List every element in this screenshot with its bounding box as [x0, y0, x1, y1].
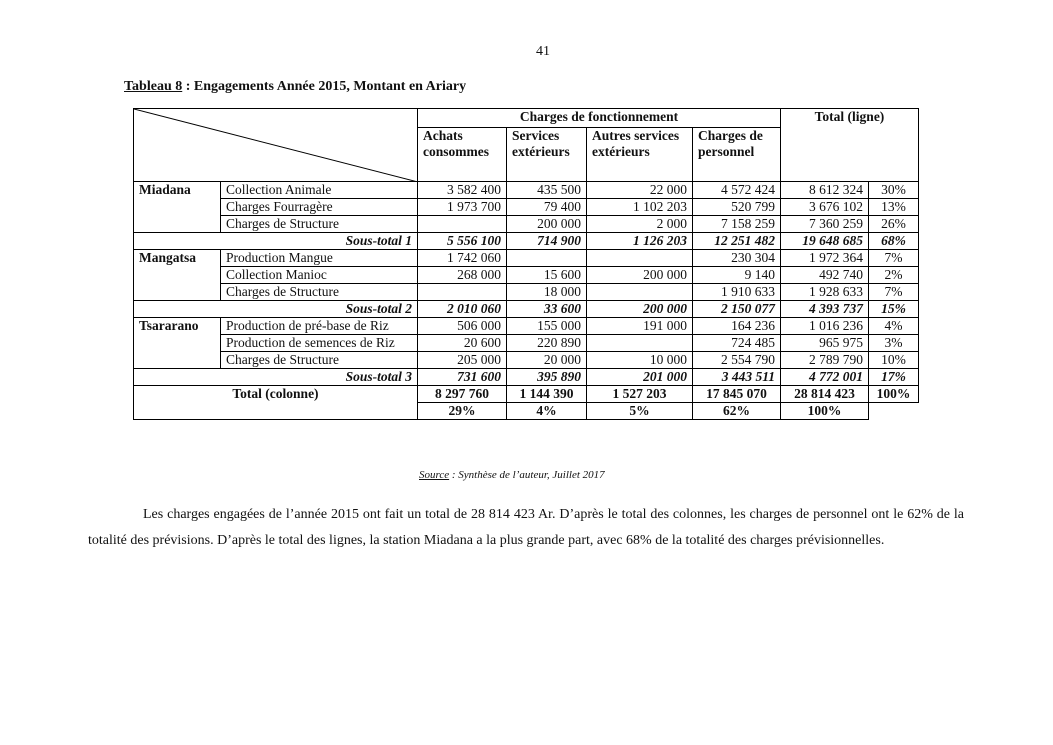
- cell-personnel: 520 799: [693, 199, 781, 216]
- source-text: : Synthèse de l’auteur, Juillet 2017: [449, 469, 605, 481]
- cell-autres: 1 527 203: [587, 386, 693, 403]
- cell-autres: [587, 250, 693, 267]
- subtotal-row: [134, 301, 919, 318]
- cell-pct: 4%: [869, 318, 919, 335]
- cell-pct: 2%: [869, 267, 919, 284]
- cell-services: 435 500: [507, 182, 587, 199]
- cell-achats: 1 742 060: [418, 250, 507, 267]
- cell-achats: [418, 284, 507, 301]
- header-total-ligne: Total (ligne): [781, 109, 919, 182]
- cell-personnel: 7 158 259: [693, 216, 781, 233]
- cell-services: 200 000: [507, 216, 587, 233]
- cell-personnel: 12 251 482: [693, 233, 781, 250]
- cell-achats: 20 600: [418, 335, 507, 352]
- cell-pct: 17%: [869, 369, 919, 386]
- total-label: Total (colonne): [134, 386, 418, 420]
- diagonal-corner: [134, 109, 418, 182]
- cell-autres: 1 102 203: [587, 199, 693, 216]
- cell-pct: 100%: [869, 386, 919, 403]
- cell-achats: 506 000: [418, 318, 507, 335]
- cell-autres: 22 000: [587, 182, 693, 199]
- subtotal-label: Sous-total 3: [134, 369, 418, 386]
- engagements-table: [133, 108, 919, 420]
- cell-autres: 1 126 203: [587, 233, 693, 250]
- site-name: Mangatsa: [134, 250, 221, 301]
- cell-achats: 2 010 060: [418, 301, 507, 318]
- row-label: Production de semences de Riz: [221, 335, 418, 352]
- table-row: [134, 335, 919, 352]
- row-label: Collection Manioc: [221, 267, 418, 284]
- cell-total: 492 740: [781, 267, 869, 284]
- cell-autres: 200 000: [587, 301, 693, 318]
- cell-personnel: 2 554 790: [693, 352, 781, 369]
- cell-services: 220 890: [507, 335, 587, 352]
- cell-personnel: 17 845 070: [693, 386, 781, 403]
- cell-achats: 8 297 760: [418, 386, 507, 403]
- cell-autres: [587, 335, 693, 352]
- table-row: [134, 352, 919, 369]
- cell-total: 965 975: [781, 335, 869, 352]
- diagonal-line: [134, 109, 418, 182]
- cell-achats: 205 000: [418, 352, 507, 369]
- cell-personnel: 4 572 424: [693, 182, 781, 199]
- cell-personnel: 9 140: [693, 267, 781, 284]
- cell-personnel: 164 236: [693, 318, 781, 335]
- cell-achats: 268 000: [418, 267, 507, 284]
- table-row: [134, 250, 919, 267]
- row-label: Charges de Structure: [221, 284, 418, 301]
- row-label: Production Mangue: [221, 250, 418, 267]
- cell-pct: 30%: [869, 182, 919, 199]
- caption-text: : Engagements Année 2015, Montant en Ariary: [182, 79, 467, 94]
- cell-total: 1 016 236: [781, 318, 869, 335]
- cell-total: 19 648 685: [781, 233, 869, 250]
- cell-achats-pct: 29%: [418, 403, 507, 420]
- cell-achats: [418, 216, 507, 233]
- cell-personnel: 2 150 077: [693, 301, 781, 318]
- header-col-autres-services: Autres services extérieurs: [587, 128, 693, 182]
- cell-autres-pct: 5%: [587, 403, 693, 420]
- header-row-1: [134, 109, 919, 128]
- cell-pct: 15%: [869, 301, 919, 318]
- page-number: 41: [536, 44, 550, 59]
- cell-autres: [587, 284, 693, 301]
- body-paragraph: Les charges engagées de l’année 2015 ont fait un total de 28 814 423 Ar. D’après le total des colonnes, les charges de personnel ont le 62% de la totalité des prévisions. D’après le total des lignes, la station Miadana a la plus grande part, avec 68% de la totalité des charges prévisionnelles.: [88, 507, 964, 548]
- site-name: Miadana: [134, 182, 221, 233]
- cell-total: 28 814 423: [781, 386, 869, 403]
- cell-personnel: 3 443 511: [693, 369, 781, 386]
- cell-total: 3 676 102: [781, 199, 869, 216]
- cell-pct: 68%: [869, 233, 919, 250]
- cell-autres: 201 000: [587, 369, 693, 386]
- cell-autres: 191 000: [587, 318, 693, 335]
- cell-autres: 10 000: [587, 352, 693, 369]
- total-row: [134, 386, 919, 403]
- cell-total: 4 393 737: [781, 301, 869, 318]
- cell-personnel-pct: 62%: [693, 403, 781, 420]
- cell-services: 33 600: [507, 301, 587, 318]
- table-row: [134, 318, 919, 335]
- cell-achats: 731 600: [418, 369, 507, 386]
- header-col-personnel: Charges de personnel: [693, 128, 781, 182]
- cell-services: 15 600: [507, 267, 587, 284]
- row-label: Production de pré-base de Riz: [221, 318, 418, 335]
- site-name: Tsararano: [134, 318, 221, 369]
- cell-services: 1 144 390: [507, 386, 587, 403]
- cell-services: [507, 250, 587, 267]
- cell-achats: 3 582 400: [418, 182, 507, 199]
- cell-total: 1 972 364: [781, 250, 869, 267]
- cell-services: 18 000: [507, 284, 587, 301]
- cell-services: 79 400: [507, 199, 587, 216]
- cell-autres: 200 000: [587, 267, 693, 284]
- cell-personnel: 724 485: [693, 335, 781, 352]
- cell-total-pct: 100%: [781, 403, 869, 420]
- cell-achats: 5 556 100: [418, 233, 507, 250]
- cell-autres: 2 000: [587, 216, 693, 233]
- table-row: [134, 267, 919, 284]
- source-note: [419, 469, 605, 481]
- cell-services-pct: 4%: [507, 403, 587, 420]
- cell-pct: 26%: [869, 216, 919, 233]
- subtotal-label: Sous-total 2: [134, 301, 418, 318]
- row-label: Charges de Structure: [221, 352, 418, 369]
- cell-achats: 1 973 700: [418, 199, 507, 216]
- cell-personnel: 1 910 633: [693, 284, 781, 301]
- header-col-services: Services extérieurs: [507, 128, 587, 182]
- row-label: Charges de Structure: [221, 216, 418, 233]
- subtotal-row: [134, 233, 919, 250]
- cell-services: 155 000: [507, 318, 587, 335]
- table-row: [134, 199, 919, 216]
- table-caption: [124, 79, 466, 95]
- cell-pct: 7%: [869, 284, 919, 301]
- cell-total: 4 772 001: [781, 369, 869, 386]
- table-row: [134, 182, 919, 199]
- subtotal-label: Sous-total 1: [134, 233, 418, 250]
- table-row: [134, 216, 919, 233]
- source-label: Source: [419, 469, 450, 481]
- cell-services: 395 890: [507, 369, 587, 386]
- row-label: Collection Animale: [221, 182, 418, 199]
- table-row: [134, 284, 919, 301]
- cell-pct: 10%: [869, 352, 919, 369]
- row-label: Charges Fourragère: [221, 199, 418, 216]
- header-col-achats: Achats consommes: [418, 128, 507, 182]
- header-charges-fonctionnement: Charges de fonctionnement: [418, 109, 781, 128]
- empty-cell: [869, 403, 919, 420]
- cell-total: 8 612 324: [781, 182, 869, 199]
- cell-total: 1 928 633: [781, 284, 869, 301]
- cell-pct: 13%: [869, 199, 919, 216]
- cell-personnel: 230 304: [693, 250, 781, 267]
- caption-label: Tableau 8: [124, 79, 183, 94]
- cell-total: 7 360 259: [781, 216, 869, 233]
- cell-pct: 7%: [869, 250, 919, 267]
- cell-pct: 3%: [869, 335, 919, 352]
- cell-total: 2 789 790: [781, 352, 869, 369]
- cell-services: 714 900: [507, 233, 587, 250]
- cell-services: 20 000: [507, 352, 587, 369]
- subtotal-row: [134, 369, 919, 386]
